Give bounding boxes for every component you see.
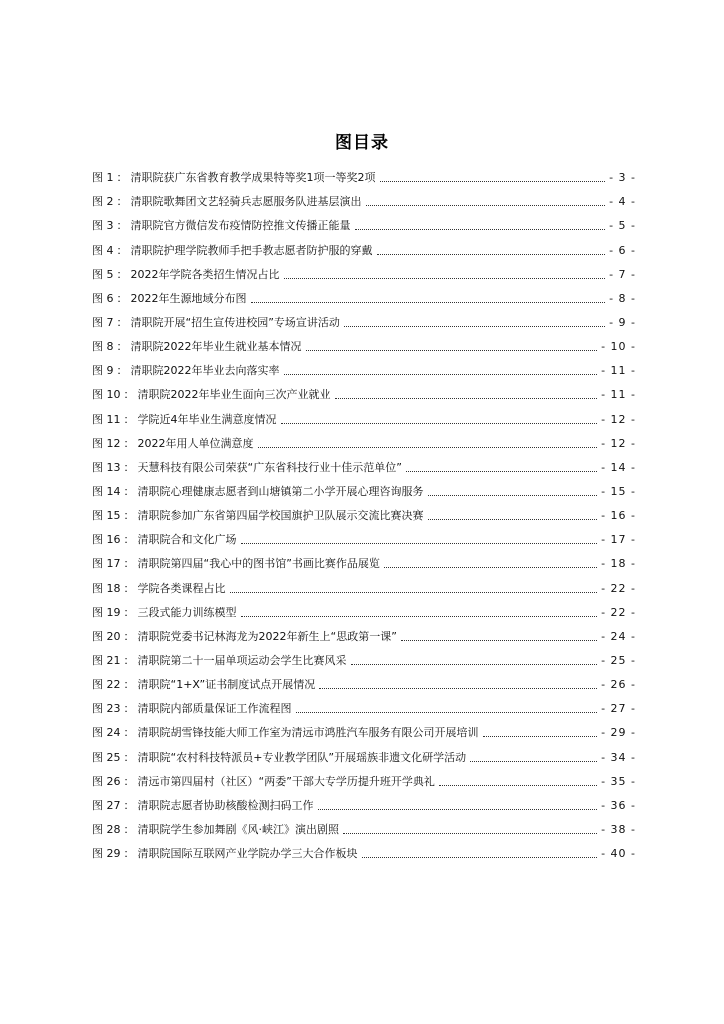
label-separator: ： bbox=[123, 460, 135, 474]
figure-label: 图 5 bbox=[92, 267, 114, 281]
label-separator: ： bbox=[123, 605, 135, 619]
dot-leader bbox=[428, 494, 598, 496]
toc-entry[interactable] bbox=[92, 740, 636, 764]
dot-leader bbox=[355, 228, 606, 230]
page-number: - 26 - bbox=[601, 678, 636, 692]
figure-label: 图 19 bbox=[92, 605, 121, 619]
page-number: - 22 - bbox=[601, 581, 636, 595]
dot-leader bbox=[483, 735, 598, 737]
toc-entry[interactable] bbox=[92, 185, 636, 209]
page-number: - 22 - bbox=[601, 605, 636, 619]
label-separator: ： bbox=[116, 315, 128, 329]
figure-list bbox=[92, 161, 636, 861]
toc-entry[interactable] bbox=[92, 668, 636, 692]
figure-label: 图 21 bbox=[92, 653, 121, 667]
page-number: - 38 - bbox=[601, 822, 636, 836]
dot-leader bbox=[428, 518, 598, 520]
label-separator: ： bbox=[123, 533, 135, 547]
figure-label: 图 29 bbox=[92, 847, 121, 861]
dot-leader bbox=[258, 446, 598, 448]
toc-entry[interactable] bbox=[92, 716, 636, 740]
figure-label: 图 24 bbox=[92, 726, 121, 740]
page-number: - 34 - bbox=[601, 750, 636, 764]
figure-caption: 清职院2022年毕业去向落实率 bbox=[130, 364, 280, 378]
toc-entry[interactable] bbox=[92, 765, 636, 789]
figure-label: 图 16 bbox=[92, 533, 121, 547]
figure-label: 图 20 bbox=[92, 629, 121, 643]
dot-leader bbox=[335, 397, 598, 399]
figure-caption: 清职院参加广东省第四届学校国旗护卫队展示交流比赛决赛 bbox=[137, 509, 424, 523]
figure-caption: 清职院护理学院教师手把手教志愿者防护服的穿戴 bbox=[130, 243, 373, 257]
page-number: - 17 - bbox=[601, 533, 636, 547]
figure-caption: 清职院内部质量保证工作流程图 bbox=[137, 702, 292, 716]
figure-caption: 2022年生源地域分布图 bbox=[130, 291, 247, 305]
dot-leader bbox=[377, 253, 606, 255]
toc-entry[interactable] bbox=[92, 789, 636, 813]
dot-leader bbox=[343, 832, 597, 834]
label-separator: ： bbox=[123, 484, 135, 498]
page-number: - 7 - bbox=[609, 267, 636, 281]
dot-leader bbox=[306, 349, 598, 351]
dot-leader bbox=[362, 856, 598, 858]
page-number: - 6 - bbox=[609, 243, 636, 257]
dot-leader bbox=[318, 808, 598, 810]
figure-caption: 清职院获广东省教育教学成果特等奖1项一等奖2项 bbox=[130, 171, 376, 185]
figure-caption: 学院近4年毕业生满意度情况 bbox=[137, 412, 277, 426]
page-number: - 27 - bbox=[601, 702, 636, 716]
dot-leader bbox=[380, 180, 606, 182]
label-separator: ： bbox=[116, 267, 128, 281]
figure-caption: 清职院2022年毕业生面向三次产业就业 bbox=[137, 388, 331, 402]
page-number: - 18 - bbox=[601, 557, 636, 571]
page-number: - 9 - bbox=[609, 315, 636, 329]
figure-label: 图 2 bbox=[92, 195, 114, 209]
label-separator: ： bbox=[123, 653, 135, 667]
dot-leader bbox=[366, 204, 606, 206]
figure-caption: 三段式能力训练模型 bbox=[137, 605, 237, 619]
label-separator: ： bbox=[123, 678, 135, 692]
label-separator: ： bbox=[123, 847, 135, 861]
label-separator: ： bbox=[116, 243, 128, 257]
figure-label: 图 18 bbox=[92, 581, 121, 595]
figure-caption: 清职院国际互联网产业学院办学三大合作板块 bbox=[137, 847, 358, 861]
dot-leader bbox=[351, 663, 598, 665]
toc-entry[interactable] bbox=[92, 644, 636, 668]
figure-caption: 清职院歌舞团文艺轻骑兵志愿服务队进基层演出 bbox=[130, 195, 362, 209]
figure-label: 图 22 bbox=[92, 678, 121, 692]
figure-caption: 清职院合和文化广场 bbox=[137, 533, 237, 547]
dot-leader bbox=[319, 687, 597, 689]
figure-label: 图 14 bbox=[92, 484, 121, 498]
toc-entry[interactable] bbox=[92, 378, 636, 402]
dot-leader bbox=[406, 470, 597, 472]
figure-caption: 清职院党委书记林海龙为2022年新生上“思政第一课” bbox=[137, 629, 397, 643]
toc-entry[interactable] bbox=[92, 692, 636, 716]
label-separator: ： bbox=[116, 171, 128, 185]
figure-caption: 天慧科技有限公司荣获“广东省科技行业十佳示范单位” bbox=[137, 460, 402, 474]
figure-caption: 清职院志愿者协助核酸检测扫码工作 bbox=[137, 798, 314, 812]
toc-entry[interactable] bbox=[92, 475, 636, 499]
figure-caption: 清职院学生参加舞剧《风·峡江》演出剧照 bbox=[137, 822, 339, 836]
toc-entry[interactable] bbox=[92, 620, 636, 644]
figure-caption: 清职院心理健康志愿者到山塘镇第二小学开展心理咨询服务 bbox=[137, 484, 424, 498]
figure-caption: 2022年学院各类招生情况占比 bbox=[130, 267, 280, 281]
figure-caption: 清职院“农村科技特派员+专业教学团队”开展瑶族非遗文化研学活动 bbox=[137, 750, 467, 764]
figure-caption: 清职院官方微信发布疫情防控推文传播正能量 bbox=[130, 219, 351, 233]
toc-entry[interactable] bbox=[92, 571, 636, 595]
label-separator: ： bbox=[123, 774, 135, 788]
dot-leader bbox=[401, 639, 597, 641]
toc-entry[interactable] bbox=[92, 813, 636, 837]
label-separator: ： bbox=[123, 581, 135, 595]
toc-entry[interactable] bbox=[92, 427, 636, 451]
figure-label: 图 23 bbox=[92, 702, 121, 716]
label-separator: ： bbox=[123, 726, 135, 740]
page-number: - 12 - bbox=[601, 412, 636, 426]
toc-entry[interactable] bbox=[92, 354, 636, 378]
figure-label: 图 8 bbox=[92, 340, 114, 354]
page-number: - 16 - bbox=[601, 509, 636, 523]
dot-leader bbox=[230, 591, 598, 593]
figure-label: 图 4 bbox=[92, 243, 114, 257]
dot-leader bbox=[284, 277, 606, 279]
figure-label: 图 1 bbox=[92, 171, 114, 185]
figure-caption: 学院各类课程占比 bbox=[137, 581, 226, 595]
page-number: - 29 - bbox=[601, 726, 636, 740]
dot-leader bbox=[251, 301, 606, 303]
label-separator: ： bbox=[123, 509, 135, 523]
toc-entry[interactable] bbox=[92, 451, 636, 475]
dot-leader bbox=[284, 373, 598, 375]
label-separator: ： bbox=[116, 219, 128, 233]
toc-entry[interactable] bbox=[92, 233, 636, 257]
figure-caption: 清职院第四届“我心中的图书馆”书画比赛作品展览 bbox=[137, 557, 380, 571]
page-number: - 12 - bbox=[601, 436, 636, 450]
figure-label: 图 26 bbox=[92, 774, 121, 788]
toc-entry[interactable] bbox=[92, 161, 636, 185]
figure-label: 图 3 bbox=[92, 219, 114, 233]
figure-label: 图 12 bbox=[92, 436, 121, 450]
label-separator: ： bbox=[123, 557, 135, 571]
page-number: - 36 - bbox=[601, 798, 636, 812]
label-separator: ： bbox=[123, 822, 135, 836]
figure-label: 图 15 bbox=[92, 509, 121, 523]
toc-entry[interactable] bbox=[92, 523, 636, 547]
page-number: - 3 - bbox=[609, 171, 636, 185]
dot-leader bbox=[384, 566, 597, 568]
figure-caption: 清职院胡雪锋技能大师工作室为清远市鸿胜汽车服务有限公司开展培训 bbox=[137, 726, 479, 740]
label-separator: ： bbox=[116, 291, 128, 305]
page-number: - 11 - bbox=[601, 388, 636, 402]
page-number: - 25 - bbox=[601, 653, 636, 667]
page-number: - 15 - bbox=[601, 484, 636, 498]
page-title: 图目录 bbox=[335, 133, 389, 153]
toc-entry[interactable] bbox=[92, 258, 636, 282]
toc-entry[interactable] bbox=[92, 282, 636, 306]
figure-caption: 清职院“1+X”证书制度试点开展情况 bbox=[137, 678, 316, 692]
figure-caption: 清职院开展“招生宣传进校园”专场宣讲活动 bbox=[130, 315, 340, 329]
figure-label: 图 28 bbox=[92, 822, 121, 836]
label-separator: ： bbox=[116, 340, 128, 354]
toc-entry[interactable] bbox=[92, 499, 636, 523]
toc-entry[interactable] bbox=[92, 209, 636, 233]
figure-label: 图 6 bbox=[92, 291, 114, 305]
figure-label: 图 27 bbox=[92, 798, 121, 812]
dot-leader bbox=[241, 542, 598, 544]
dot-leader bbox=[281, 422, 598, 424]
dot-leader bbox=[241, 615, 598, 617]
figure-label: 图 10 bbox=[92, 388, 121, 402]
figure-label: 图 25 bbox=[92, 750, 121, 764]
dot-leader bbox=[296, 711, 598, 713]
label-separator: ： bbox=[116, 364, 128, 378]
page-number: - 11 - bbox=[601, 364, 636, 378]
label-separator: ： bbox=[116, 195, 128, 209]
figure-label: 图 7 bbox=[92, 315, 114, 329]
label-separator: ： bbox=[123, 798, 135, 812]
label-separator: ： bbox=[123, 702, 135, 716]
page-number: - 40 - bbox=[601, 847, 636, 861]
label-separator: ： bbox=[123, 388, 135, 402]
toc-entry[interactable] bbox=[92, 596, 636, 620]
figure-label: 图 17 bbox=[92, 557, 121, 571]
label-separator: ： bbox=[123, 750, 135, 764]
page-number: - 5 - bbox=[609, 219, 636, 233]
page-number: - 14 - bbox=[601, 460, 636, 474]
page-number: - 10 - bbox=[601, 340, 636, 354]
figure-caption: 清职院2022年毕业生就业基本情况 bbox=[130, 340, 302, 354]
figure-caption: 清远市第四届村（社区）“两委”干部大专学历提升班开学典礼 bbox=[137, 774, 435, 788]
page-number: - 8 - bbox=[609, 291, 636, 305]
dot-leader bbox=[344, 325, 605, 327]
page-number: - 4 - bbox=[609, 195, 636, 209]
page-number: - 35 - bbox=[601, 774, 636, 788]
figure-label: 图 11 bbox=[92, 412, 121, 426]
figure-caption: 清职院第二十一届单项运动会学生比赛风采 bbox=[137, 653, 347, 667]
label-separator: ： bbox=[123, 436, 135, 450]
toc-entry[interactable] bbox=[92, 547, 636, 571]
page-number: - 24 - bbox=[601, 629, 636, 643]
toc-entry[interactable] bbox=[92, 837, 636, 861]
figure-label: 图 13 bbox=[92, 460, 121, 474]
toc-entry[interactable] bbox=[92, 402, 636, 426]
label-separator: ： bbox=[123, 412, 135, 426]
figure-label: 图 9 bbox=[92, 364, 114, 378]
toc-entry[interactable] bbox=[92, 330, 636, 354]
figure-caption: 2022年用人单位满意度 bbox=[137, 436, 254, 450]
toc-entry[interactable] bbox=[92, 306, 636, 330]
dot-leader bbox=[439, 784, 597, 786]
dot-leader bbox=[470, 760, 597, 762]
label-separator: ： bbox=[123, 629, 135, 643]
